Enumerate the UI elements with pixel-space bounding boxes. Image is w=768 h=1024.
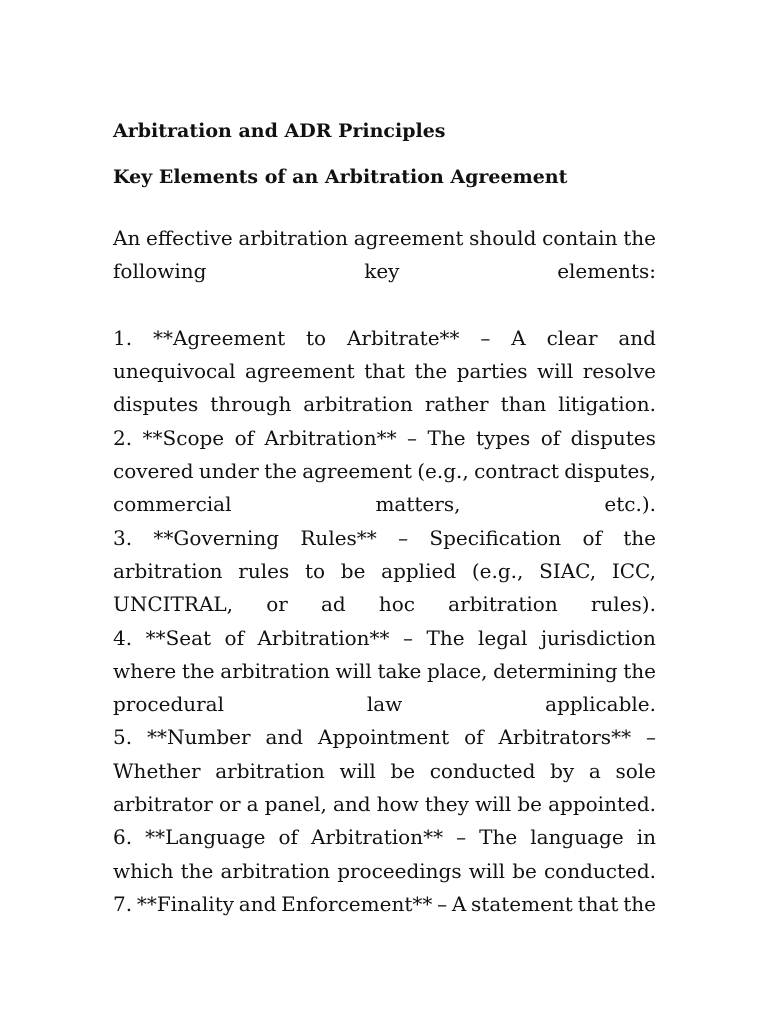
list-item-line: disputes through arbitration rather than litigation. <box>113 392 656 417</box>
intro-line: following key elements: <box>113 259 656 284</box>
list-item <box>113 422 656 522</box>
document-body <box>113 222 656 921</box>
intro-line: An effective arbitration agreement should contain the <box>113 226 656 250</box>
list-item-line: 5. **Number and Appointment of Arbitrators** – <box>113 725 656 750</box>
list-item-line: Whether arbitration will be conducted by a sole <box>113 758 656 783</box>
paragraph-break <box>113 289 656 322</box>
document-title: Arbitration and ADR Principles <box>113 120 446 142</box>
document-page <box>113 118 656 921</box>
list-item-line: where the arbitration will take place, determining the <box>113 658 656 683</box>
list-item-line: which the arbitration proceedings will be conducted. <box>113 858 656 883</box>
list-item-line: 4. **Seat of Arbitration** – The legal jurisdiction <box>113 625 656 650</box>
intro-paragraph <box>113 222 656 289</box>
list-item-line: arbitrator or a panel, and how they will be appointed. <box>113 792 656 817</box>
list-item <box>113 322 656 422</box>
list-item-line: commercial matters, etc.). <box>113 492 656 517</box>
list-item-line: 2. **Scope of Arbitration** – The types of disputes <box>113 425 656 450</box>
list-item-line: 1. **Agreement to Arbitrate** – A clear and <box>113 325 656 350</box>
list-item <box>113 888 656 921</box>
list-item-line: covered under the agreement (e.g., contract disputes, <box>113 459 656 484</box>
list-item <box>113 821 656 888</box>
section-heading: Key Elements of an Arbitration Agreement <box>113 166 568 188</box>
list-item-line: 7. **Finality and Enforcement** – A statement that the <box>113 891 656 916</box>
list-item <box>113 522 656 622</box>
list-item-line: procedural law applicable. <box>113 692 656 717</box>
list-item-line: unequivocal agreement that the parties will resolve <box>113 359 656 384</box>
list-item-line: 6. **Language of Arbitration** – The language in <box>113 825 656 850</box>
list-item-line: arbitration rules to be applied (e.g., SIAC, ICC, <box>113 558 656 583</box>
list-item-line: 3. **Governing Rules** – Specification of the <box>113 525 656 550</box>
list-item-line: UNCITRAL, or ad hoc arbitration rules). <box>113 592 656 617</box>
list-item <box>113 721 656 821</box>
list-item <box>113 622 656 722</box>
